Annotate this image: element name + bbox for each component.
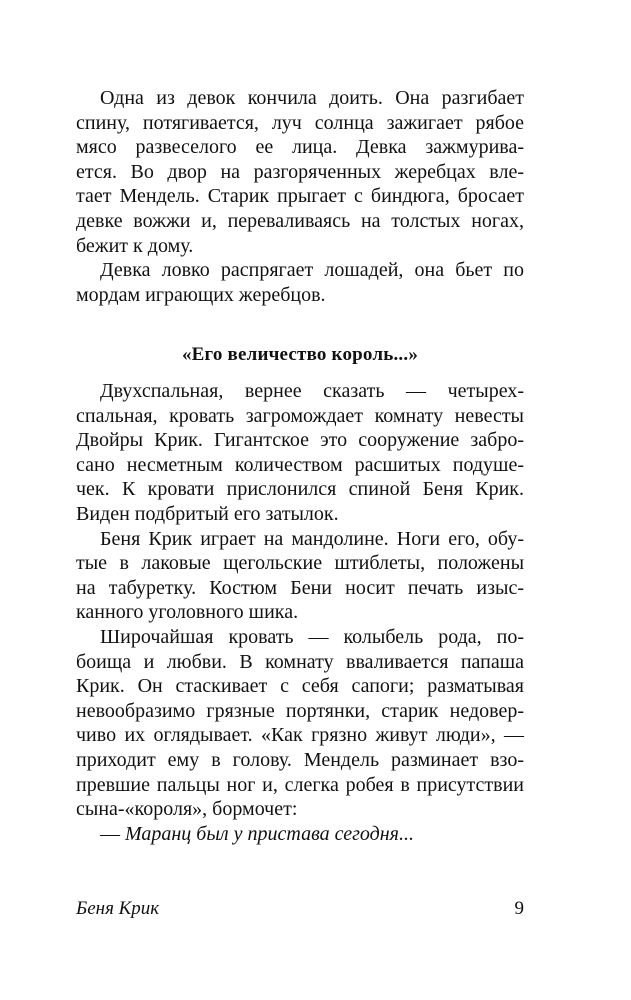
text-line: приходит ему в голову. Мендель разминает взо- [76, 748, 524, 771]
text-line: превшие пальцы ног и, слегка робея в присутствии [76, 773, 524, 796]
text-line: на табуретку. Костюм Бени носит печать изыс- [76, 576, 524, 599]
text-line: тает Мендель. Старик прыгает с биндюга, бросает [76, 185, 524, 208]
text-line: девке вожжи и, переваливаясь на толстых ногах, [76, 209, 524, 232]
text-line: Одна из девок кончила доить. Она разгибает [100, 87, 524, 109]
text-line: ется. Во двор на разгоряченных жеребцах вле- [76, 160, 524, 183]
text-line: мясо развеселого ее лица. Девка зажмурива- [76, 136, 524, 159]
dialogue-dash: — [100, 822, 125, 845]
dialogue-text: Маранц был у пристава сегодня... [125, 822, 414, 845]
text-line: Девка ловко распрягает лошадей, она бьет по [100, 259, 524, 282]
text-line: Беня Крик играет на мандолине. Ноги его, обу- [100, 527, 524, 550]
text-line: чек. К кровати прислонился спиной Беня Крик. [76, 478, 524, 501]
text-line: Виден подбритый его затылок. [76, 502, 339, 525]
dialogue-line [76, 822, 524, 847]
text-line: сано несметным количеством расшитых подуше- [76, 453, 524, 476]
paragraph-block-2 [76, 379, 524, 846]
text-line: мордам играющих жеребцов. [76, 283, 326, 306]
text-line: канного уголовного шика. [76, 601, 299, 624]
section-heading: «Его величество король...» [181, 344, 419, 365]
text-line: Широчайшая кровать — колыбель рода, по- [100, 625, 524, 648]
text-line: боища и любви. В комнату вваливается папаша [76, 650, 524, 673]
text-line: бежит к дому. [76, 234, 194, 257]
running-title: Беня Крик [76, 898, 160, 919]
text-line: Крик. Он стаскивает с себя сапоги; разматывая [76, 675, 524, 698]
text-line: чиво их оглядывает. «Как грязно живут люди», — [76, 724, 524, 747]
text-line: Двойры Крик. Гигантское это сооружение забро- [76, 429, 524, 452]
text-line: спину, потягивается, луч солнца зажигает рябое [76, 111, 524, 134]
text-line: Двухспальная, вернее сказать — четырех- [100, 380, 524, 402]
text-line: невообразимо грязные портянки, старик недовер- [76, 699, 524, 722]
text-line: тые в лаковые щегольские штиблеты, положены [76, 552, 524, 575]
page-number: 9 [514, 898, 524, 919]
text-line: спальная, кровать загромождает комнату невесты [76, 404, 524, 427]
text-line: сына-«короля», бормочет: [76, 798, 298, 821]
paragraph-block-1 [76, 86, 524, 307]
